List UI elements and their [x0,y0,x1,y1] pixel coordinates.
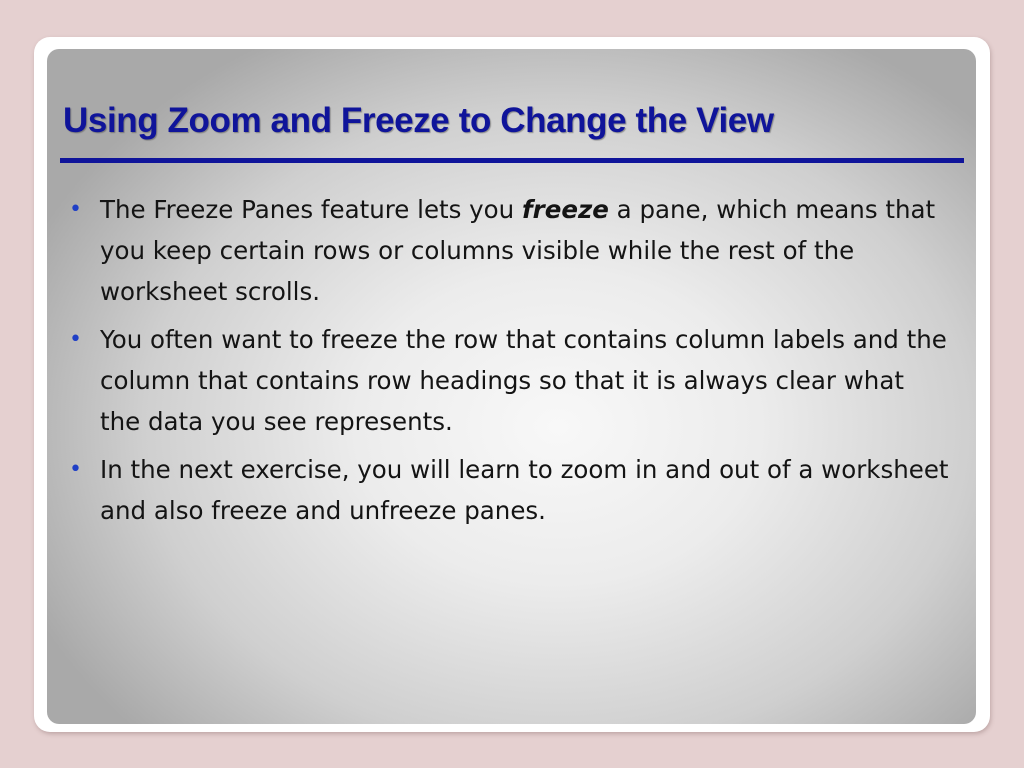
bullet-item-freeze-panes [69,189,949,312]
slide-title: Using Zoom and Freeze to Change the View [63,101,774,140]
bullet-text: In the next exercise, you will learn to zoom in and out of a worksheet and also freeze and unfreeze panes. [100,455,949,525]
bullet-item-freeze-row [69,319,949,442]
slide [47,49,976,724]
bullet-dot-icon: • [69,457,82,482]
bullet-list [69,189,949,538]
bullet-dot-icon: • [69,327,82,352]
bullet-item-next-exercise [69,449,949,531]
title-underline [60,158,964,163]
bullet-text-part: The Freeze Panes feature lets you [100,195,522,224]
bullet-text: You often want to freeze the row that contains column labels and the column that contains row headings so that it is always clear what the data you see represents. [100,325,947,436]
bullet-dot-icon: • [69,197,82,222]
bullet-text-part: a pane, which means that you keep certain rows or columns visible while the rest of the worksheet scrolls. [100,195,936,306]
bullet-emphasis: freeze [522,195,609,224]
